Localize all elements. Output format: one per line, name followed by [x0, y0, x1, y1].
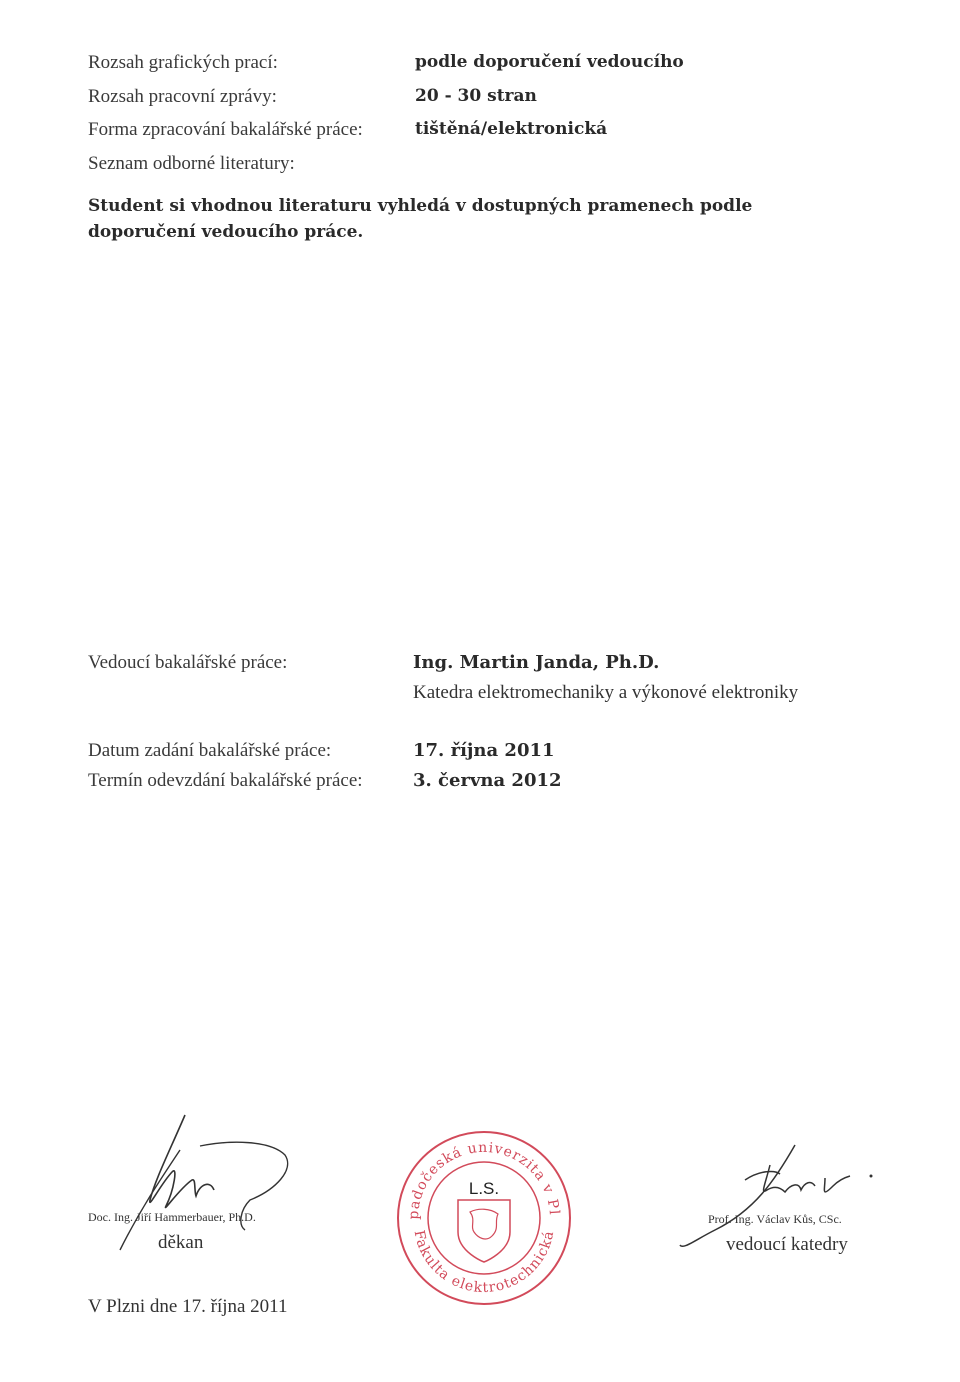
dean-name: Doc. Ing. Jiří Hammerbauer, Ph.D.: [88, 1210, 256, 1224]
stamp-ring-bottom: Fakulta elektrotechnická: [410, 1228, 558, 1297]
supervisor-department: Katedra elektromechaniky a výkonové elektroniky: [413, 682, 799, 703]
field-label: Rozsah pracovní zprávy:: [88, 86, 277, 107]
field-value: tištěná/elektronická: [415, 119, 608, 139]
field-thesis-form: [88, 119, 607, 141]
field-literature: [88, 153, 415, 175]
submission-date-label: Termín odevzdání bakalářské práce:: [88, 770, 363, 791]
literature-paragraph: [88, 193, 848, 245]
assignment-date-row: [88, 740, 555, 762]
field-label: Seznam odborné literatury:: [88, 153, 295, 174]
literature-line-2: doporučení vedoucího práce.: [88, 222, 364, 242]
field-report-scope: [88, 86, 537, 108]
field-value: 20 - 30 stran: [415, 86, 537, 106]
official-stamp: [388, 1116, 574, 1308]
place-date: V Plzni dne 17. října 2011: [88, 1296, 288, 1317]
field-label: Forma zpracování bakalářské práce:: [88, 119, 363, 140]
supervisor-row: [88, 652, 659, 674]
head-role: vedoucí katedry: [726, 1234, 848, 1255]
supervisor-label: Vedoucí bakalářské práce:: [88, 652, 288, 673]
literature-line-1: Student si vhodnou literaturu vyhledá v dostupných pramenech podle: [88, 196, 753, 216]
head-name: Prof. Ing. Václav Kůs, CSc.: [708, 1212, 842, 1226]
supervisor-name: Ing. Martin Janda, Ph.D.: [413, 652, 660, 673]
field-label: Rozsah grafických prací:: [88, 52, 278, 73]
dean-role: děkan: [158, 1232, 204, 1253]
dean-signature: [100, 1110, 340, 1260]
submission-date-row: [88, 770, 562, 792]
field-value: podle doporučení vedoucího: [415, 52, 684, 72]
assignment-date-value: 17. října 2011: [413, 740, 555, 761]
field-graphics-scope: [88, 52, 684, 74]
stamp-ring-top: Západočeská univerzita v Plzni: [388, 1116, 562, 1220]
assignment-date-label: Datum zadání bakalářské práce:: [88, 740, 332, 761]
stamp-ls: L.S.: [468, 1179, 500, 1198]
submission-date-value: 3. června 2012: [413, 770, 562, 791]
